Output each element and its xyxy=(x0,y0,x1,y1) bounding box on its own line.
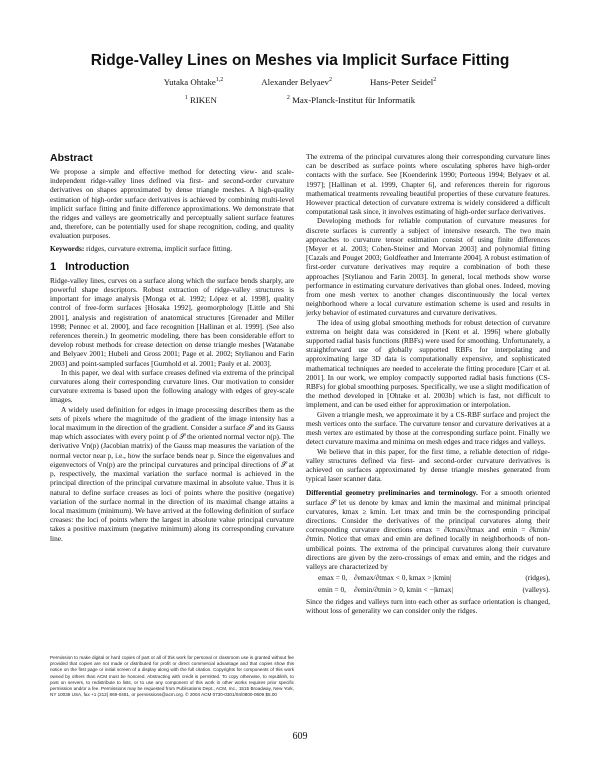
paragraph: The idea of using global smoothing methods for robust detection of curvature extrema on height data was considered in [Kent et al. 1996] where globally supported radial basis functions (RBFs) were used for smoothing. Unfortunately, a straightforward use of globally supported RBFs for interpolating and approximating large 3D data is computationally expensive, and sophisticated mathematical techniques are needed to accelerate the fitting procedure [Carr et al. 2001]. In our work, we employ compactly supported radial basis functions (CS-RBFs) for global smoothing purposes. Specifically, we use a slight modification of the method developed in [Ohtake et al. 2003b] which is fast, not difficult to implement, and can be used either for approximation or interpolation. xyxy=(306,317,550,410)
paragraph: We believe that in this paper, for the first time, a reliable detection of ridge-valley structures defined via first- and second-order curvature derivatives is achieved on surfaces approximated by dense triangle meshes generated from typical laser scanner data. xyxy=(306,446,550,484)
author-list xyxy=(0,77,600,87)
paragraph: A widely used definition for edges in image processing describes them as the sets of pixels where the magnitude of the gradient of the image intensity has a local maximum in the direction of the gradient. Consider a surface 𝒮 and its Gauss map which associates with every point p of 𝒮 the oriented normal vector n(p). The derivative Vn(p) (Jacobian matrix) of the Gauss map measures the variation of the normal vector near p, i.e., how the surface bends near p. Since the eigenvalues and eigenvectors of Vn(p) are the principal curvatures and principal directions of 𝒮 at p, respectively, the maximal variation the surface normal is achieved in the principal direction of the principal curvature maximal in absolute value. Thus it is natural to define surface creases as loci of points where the positive (negative) variation of the surface normal in the direction of its maximal change attains a local maximum (minimum). We have arrived at the following definition of surface creases: the loci of points where the largest in absolute value principal curvature takes a positive maximum (negative minimum) along its corresponding curvature line. xyxy=(50,404,294,543)
paragraph: The extrema of the principal curvatures along their corresponding curvature lines can be described as surface points where osculating spheres have high-order contacts with the surface. See [Koenderink 1990; Porteous 1994; Belyaev et al. 1997]; [Hallinan et al. 1999, Chapter 6], and references therein for rigorous mathematical treatments revealing beautiful properties of these curvature features. However practical detection of curvature extrema is widely considered a difficult computational task since, it involves estimating of high-order surface derivatives. xyxy=(306,152,550,217)
author: Alexander Belyaev$^2$ xyxy=(261,77,332,87)
keywords: Keywords: ridges, curvature extrema, implicit surface fitting. xyxy=(50,243,233,253)
affiliation: $^2$ Max-Planck-Institut für Informatik xyxy=(286,95,416,105)
author: Hans-Peter Seidel$^2$ xyxy=(369,77,437,87)
paragraph: In this paper, we deal with surface creases defined via extrema of the principal curvatures along their corresponding curvature lines. Our motivation to consider curvature extrema is based upon the following analogy with edges of grey-scale images. xyxy=(50,367,294,405)
equation-ridges: emax = 0, ∂emax/∂tmax < 0, kmax > |kmin| (ridges), xyxy=(318,573,550,583)
equation-valleys: emin = 0, ∂emin/∂tmin > 0, kmin < −|kmax| (valleys). xyxy=(318,585,550,595)
paper-title: Ridge-Valley Lines on Meshes via Implicit Surface Fitting xyxy=(90,52,510,69)
abstract-heading: Abstract xyxy=(50,152,93,164)
paragraph: Given a triangle mesh, we approximate it by a CS-RBF surface and project the mesh vertices onto the surface. The curvature tensor and curvature derivatives at a mesh vertex are estimated by those at the corresponding surface point. Finally we detect curvature maxima and minima on mesh edges and trace ridges and valleys. xyxy=(306,409,550,447)
left-column xyxy=(50,152,294,543)
paragraph: Since the ridges and valleys turn into each other as surface orientation is changed, without loss of generality we can consider only the ridges. xyxy=(306,597,550,616)
affiliation: $^1$ RIKEN xyxy=(184,95,217,105)
affiliation-list xyxy=(0,95,600,105)
diff-geo-paragraph: Differential geometry preliminaries and terminology. For a smooth oriented surface 𝒮 let us denote by kmax and kmin the maximal and minimal principal curvatures, kmax ≥ kmin. Let tmax and tmin be the corresponding principal directions. Consider the derivatives of the principal curvatures along their corresponding curvature directions emax = ∂kmax/∂tmax and emin = ∂kmin/∂tmin. Notice that emax and emin are defined locally in neighborhoods of non-umbilical points. The extrema of the principal curvatures along their curvature directions are given by the zero-crossings of emax and emin, and the ridges and valleys are characterized by xyxy=(306,488,551,571)
copyright-notice: Permission to make digital or hard copies of part or all of this work for personal or classroom use is granted without fee provided that copies are not made or distributed for profit or direct commercial advantage and that copies show this notice on the first page or initial screen of a display along with the full citation. Copyrights for components of this work owned by others than ACM must be honored. Abstracting with credit is permitted. To copy otherwise, to republish, to post on servers, to redistribute to lists, or to use any component of this work in other works requires prior specific permission and/or a fee. Permissions may be requested from Publications Dept., ACM, Inc., 1515 Broadway, New York, NY 10036 USA, fax +1 (212) 869-0481, or permissions@acm.org. © 2004 ACM 0730-0301/04/0800-0609 $5.00 xyxy=(50,655,294,698)
paragraph: Ridge-valley lines, curves on a surface along which the surface bends sharply, are powerful shape descriptors. Robust extraction of ridge-valley structures is important for image analysis [Monga et al. 1992; López et al. 1998], quality control of free-form surfaces [Hosaka 1992], geomorphology [Little and Shi 2001], analysis and registration of anatomical structures [Grenader and Miller 1998; Pennec et al. 2000], and face recognition [Hallinan et al. 1999]. (See also references therein.) In geometric modeling, there has been considerable effort to develop robust methods for crease detection on dense triangle meshes [Watanabe and Belyaev 2001; Hubeli and Gross 2001; Page et al. 2002; Stylianou and Farin 2003] and point-sampled surfaces [Gumhold et al. 2001; Pauly et al. 2003]. xyxy=(50,275,294,368)
page-number: 609 xyxy=(292,731,308,742)
author: Yutaka Ohtake$^{1,2}$ xyxy=(163,77,224,87)
section-heading-introduction: 1 Introduction xyxy=(50,260,130,273)
right-column xyxy=(306,152,550,616)
paragraph: Developing methods for reliable computation of curvature measures for discrete surfaces is currently a subject of intensive research. The two main approaches to curvature tensor estimation consist of using finite differences [Meyer et al. 2003; Cohen-Steiner and Morvan 2003] and polynomial fitting [Cazals and Pouget 2003; Goldfeather and Interrante 2004]. A robust estimation of first-order curvature derivatives may require a combination of both these approaches [Stylianou and Farin 2003]. In general, local methods show worse performance in estimating curvature derivatives than global ones. Indeed, moving from one mesh vertex to another changes discontinuously the local vertex neighborhood where a local curvature estimation scheme is used and results in jerky behavior of estimated curvatures and curvature derivatives. xyxy=(306,216,550,318)
abstract-text: We propose a simple and effective method for detecting view- and scale-independent ridge-valley lines defined via first- and second-order curvature derivatives on shapes approximated by dense triangle meshes. A high-quality estimation of high-order surface derivatives is achieved by combining multi-level implicit surface fitting and finite difference approximations. We demonstrate that the ridges and valleys are geometrically and perceptually salient surface features and, therefore, can be potentially used for shape recognition, coding, and quality evaluation purposes. xyxy=(50,167,294,241)
